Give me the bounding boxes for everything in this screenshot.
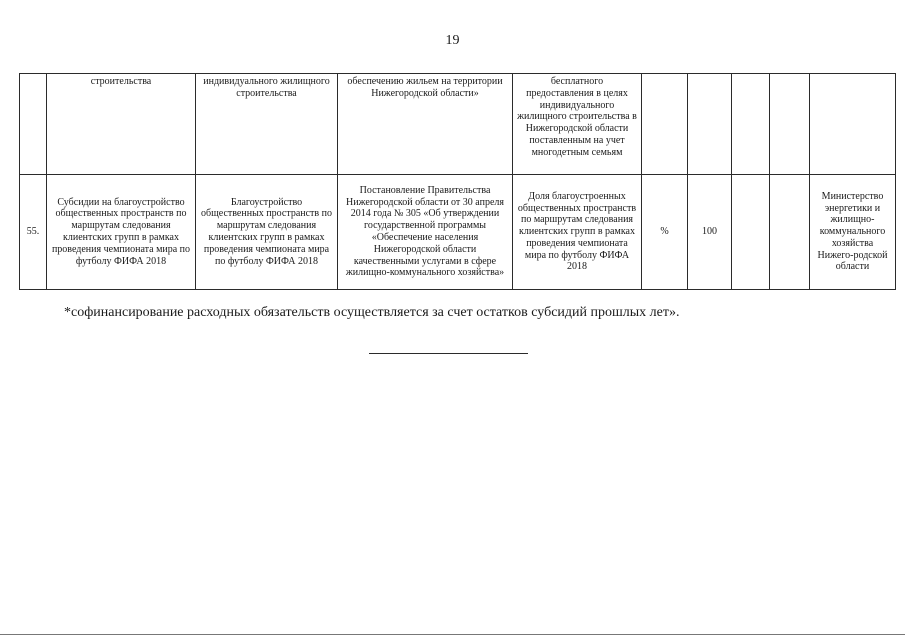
table-cell-indicator: бесплатного предоставления в целях индивидуального жилищного строительства в Нижегородской области поставленным на учет многодетным семьям [513,74,642,175]
table-cell-legal-basis: обеспечению жильем на территории Нижегородской области» [338,74,513,175]
table-row [20,74,896,175]
table-cell-number [20,74,47,175]
table-cell-legal-basis: Постановление Правительства Нижегородской области от 30 апреля 2014 года № 305 «Об утверждении государственной программы «Обеспечение населения Нижегородской области качественными услугами в сфере жилищно-коммунального хозяйства» [338,175,513,290]
table-cell-purpose: Благоустройство общественных пространств по маршрутам следования клиентских групп в рамках проведения чемпионата мира по футболу ФИФА 2018 [196,175,338,290]
table-cell-number: 55. [20,175,47,290]
table-cell-name: строительства [47,74,196,175]
subsidy-table [19,73,896,290]
table-cell-name: Субсидии на благоустройство общественных пространств по маршрутам следования клиентских групп в рамках проведения чемпионата мира по футболу ФИФА 2018 [47,175,196,290]
table-cell-ministry [810,74,896,175]
page-number: 19 [445,33,460,48]
table-cell-empty [732,175,770,290]
table-cell-empty [770,74,810,175]
table-cell-unit: % [642,175,688,290]
page-bottom-edge [0,634,905,635]
table-cell-purpose: индивидуального жилищного строительства [196,74,338,175]
table-cell-ministry: Министерство энергетики и жилищно-коммунального хозяйства Нижего-родской области [810,175,896,290]
table-cell-empty [732,74,770,175]
divider-line [369,353,528,354]
footnote: *софинансирование расходных обязательств осуществляется за счет остатков субсидий прошлых лет». [64,305,680,320]
table-cell-empty [770,175,810,290]
table-cell-value [688,74,732,175]
table-row [20,175,896,290]
table-cell-indicator: Доля благоустроенных общественных пространств по маршрутам следования клиентских групп в рамках проведения чемпионата мира по футболу ФИФА 2018 [513,175,642,290]
table-cell-unit [642,74,688,175]
table-cell-value: 100 [688,175,732,290]
